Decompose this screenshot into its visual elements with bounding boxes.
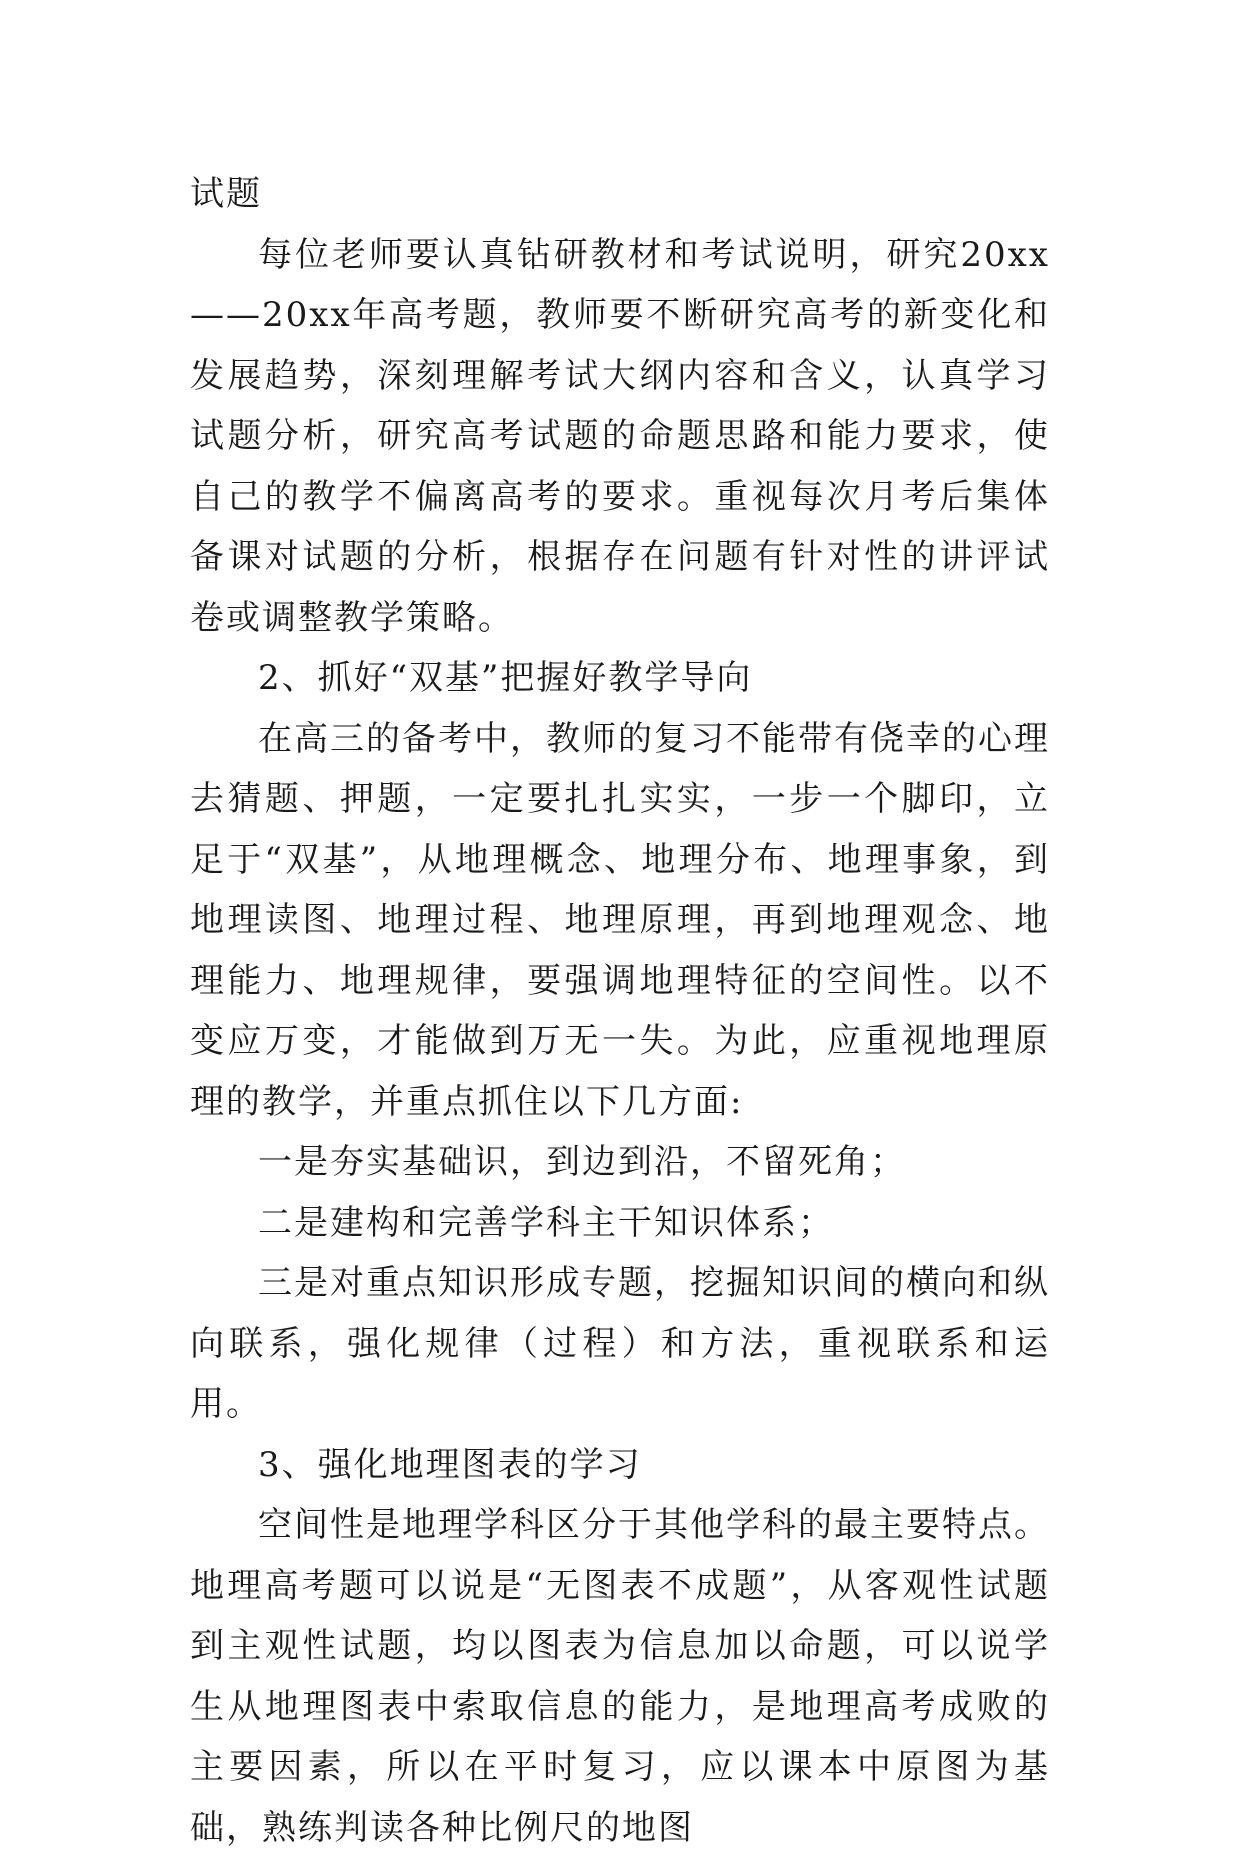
section-heading: 3、强化地理图表的学习 — [258, 1444, 642, 1485]
list-item: 二是建构和完善学科主干知识体系； — [258, 1202, 834, 1243]
list-item: 一是夯实基础识，到边到沿，不留死角； — [258, 1142, 906, 1182]
paragraph: 空间性是地理学科区分于其他学科的最主要特点。地理高考题可以说是“无图表不成题”，从客观性试题到主观性试题，均以图表为信息加以命题，可以说学生从地理图表中索取信息的能力，是地理高考成败的主要因素，所以在平时复习，应以课本中原图为基础，熟练判读各种比例尺的地图 — [190, 1505, 1050, 1848]
paragraph: 在高三的备考中，教师的复习不能带有侥幸的心理去猜题、押题，一定要扎扎实实，一步一个脚印，立足于“双基”，从地理概念、地理分布、地理事象，到地理读图、地理过程、地理原理，再到地理观念、地理能力、地理规律，要强调地理特征的空间性。以不变应万变，才能做到万无一失。为此，应重视地理原理的教学，并重点抓住以下几方面: — [190, 718, 1050, 1122]
section-heading: 2、抓好“双基”把握好教学导向 — [258, 658, 753, 698]
document-body — [190, 164, 1050, 1858]
paragraph: 每位老师要认真钻研教材和考试说明，研究20xx——20xx年高考题，教师要不断研究高考的新变化和发展趋势，深刻理解考试大纲内容和含义，认真学习试题分析，研究高考试题的命题思路和能力要求，使自己的教学不偏离高考的要求。重视每次月考后集体备课对试题的分析，根据存在问题有针对性的讲评试卷或调整教学策略。 — [190, 234, 1050, 638]
list-item: 三是对重点知识形成专题，挖掘知识间的横向和纵向联系，强化规律（过程）和方法，重视联系和运用。 — [190, 1263, 1050, 1424]
paragraph: 试题 — [190, 174, 262, 214]
